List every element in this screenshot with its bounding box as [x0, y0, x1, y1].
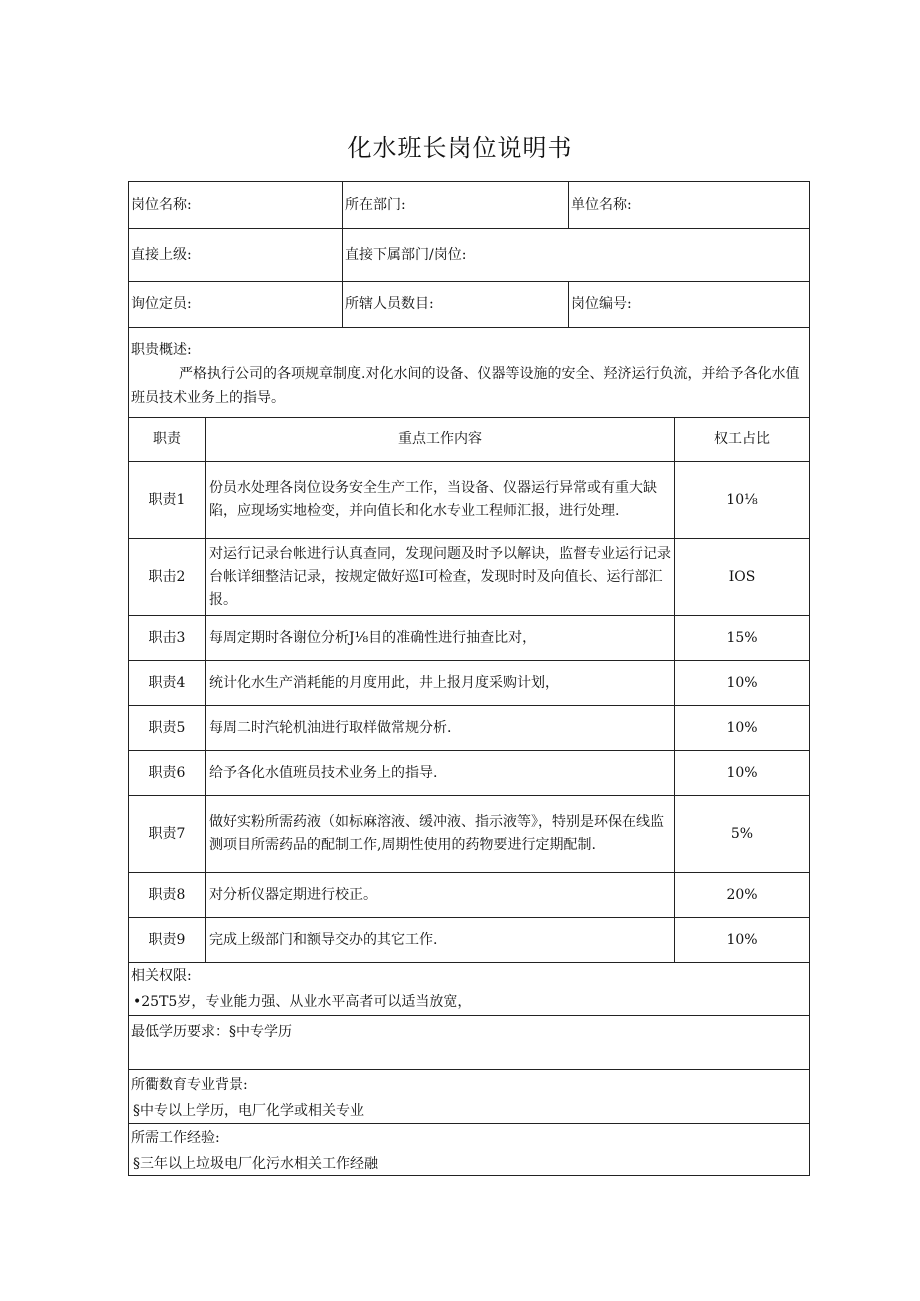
- duty-weight: 10%: [674, 661, 809, 705]
- duty-row: [129, 872, 809, 917]
- info-row-1: [129, 182, 809, 228]
- duty-name: 职责1: [148, 491, 186, 508]
- duty-weight: 10%: [674, 706, 809, 750]
- duty-content: 统计化水生产消耗能的月度用此，井上报月度采购计划，: [205, 661, 674, 705]
- duty-row: [129, 705, 809, 750]
- duty-row: [129, 615, 809, 660]
- duty-content: 每周定期时各谢位分析J⅛目的准确性进行抽查比对，: [205, 616, 674, 660]
- duty-row: [129, 917, 809, 962]
- authority-section: [129, 962, 809, 1015]
- major-section: [129, 1069, 809, 1123]
- position-code-cell: 岗位编号:: [568, 282, 809, 327]
- duty-content: 做好实粉所需药液（如标麻溶液、缓冲液、指示液等》，特别是环保在线监测项目所需药品的配制工作,周期性使用的药物要进行定期配制.: [205, 796, 674, 872]
- overview-section: [129, 327, 809, 417]
- duty-content: 每周二时汽轮机油进行取样做常规分析.: [205, 706, 674, 750]
- department-cell: 所在部门:: [342, 182, 568, 228]
- duty-name: 职击2: [148, 568, 186, 585]
- duty-content: 完成上级部门和额导交办的其它工作.: [205, 918, 674, 962]
- duty-weight: 15%: [674, 616, 809, 660]
- duty-name: 职击3: [148, 629, 186, 646]
- superior-cell: 直接上级:: [131, 246, 192, 263]
- subordinate-cell: 直接下属部门/岗位:: [342, 229, 809, 281]
- duty-name: 职责8: [148, 886, 186, 903]
- duty-name: 职责7: [148, 825, 186, 842]
- duty-name: 职责4: [148, 674, 186, 691]
- duties-header-row: [129, 417, 809, 461]
- duty-row: [129, 750, 809, 795]
- duty-row: [129, 795, 809, 872]
- duty-row: [129, 660, 809, 705]
- duties-header-name: 职责: [153, 431, 181, 447]
- duty-weight: IOS: [674, 539, 809, 615]
- experience-section: [129, 1123, 809, 1175]
- duty-content: 对分析仪器定期进行校正。: [205, 873, 674, 917]
- authority-label: 相关权限:: [131, 968, 192, 984]
- duty-content: 对运行记录台帐进行认真查同，发现问题及时予以解诀，监督专业运行记录台帐详细整洁记录，按规定做好巡I可检查，发现时时及向值长、运行部汇报。: [205, 539, 674, 615]
- duty-name: 职责9: [148, 931, 186, 948]
- headcount-cell: 询位定员:: [131, 296, 192, 312]
- duty-content: 份员水处理各岗位设务安全生产工作，当设备、仪器运行异常或有重大缺陷，应现场实地检变，并向值长和化水专业工程师汇报，进行处理.: [205, 462, 674, 538]
- job-description-table: [128, 181, 810, 1176]
- overview-text: 严格执行公司的各项规章制度.对化水间的设备、仪器等设施的安全、羟济运行负流，并给予各化水值班员技术业务上的指导。: [131, 366, 800, 406]
- major-label: 所衢数育专业背景:: [131, 1077, 248, 1093]
- info-row-2: [129, 228, 809, 281]
- authority-text: •25T5岁，专业能力强、从业水平高者可以适当放宽，: [133, 994, 472, 1010]
- major-text: §中专以上学历，电厂化学或相关专业: [133, 1103, 364, 1119]
- info-row-3: [129, 281, 809, 327]
- duty-row: [129, 538, 809, 615]
- position-name-cell: 岗位名称:: [131, 196, 192, 213]
- duty-weight: 5%: [674, 796, 809, 872]
- experience-label: 所需工作经验:: [131, 1130, 220, 1146]
- duty-weight: 10⅛: [674, 462, 809, 538]
- duty-name: 职责6: [148, 764, 186, 781]
- overview-label: 职贵概述:: [131, 342, 192, 358]
- duty-name: 职责5: [148, 719, 186, 736]
- education-section: [129, 1015, 809, 1069]
- duty-weight: 10%: [674, 918, 809, 962]
- duties-header-weight: 权工占比: [674, 418, 809, 461]
- duties-header-content: 重点工作内容: [205, 418, 674, 461]
- duty-weight: 10%: [674, 751, 809, 795]
- unit-name-cell: 单位名称:: [568, 182, 809, 228]
- managed-count-cell: 所辖人员数目:: [342, 282, 568, 327]
- duty-weight: 20%: [674, 873, 809, 917]
- duty-row: [129, 461, 809, 538]
- page-title: 化水班长岗位说明书: [347, 134, 573, 162]
- duty-content: 给予各化水值班员技术业务上的指导.: [205, 751, 674, 795]
- experience-text: §三年以上垃圾电厂化污水相关工作经融: [133, 1156, 378, 1172]
- education-label: 最低学历要求：§中专学历: [131, 1024, 292, 1040]
